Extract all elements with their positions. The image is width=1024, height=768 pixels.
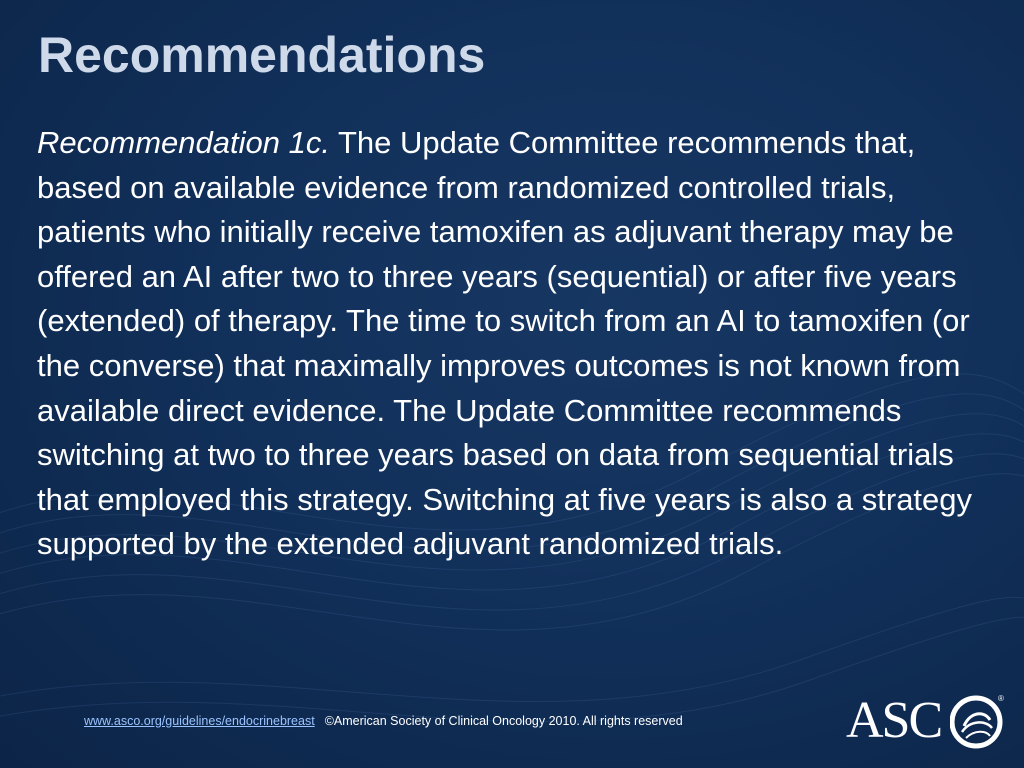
slide-title: Recommendations	[38, 27, 486, 83]
footer	[84, 714, 683, 728]
guidelines-link[interactable]: www.asco.org/guidelines/endocrinebreast	[84, 714, 315, 728]
asco-circle-logo-icon	[950, 692, 1006, 750]
recommendation-text: The Update Committee recommends that, based on available evidence from randomized controlled trials, patients who initially receive tamoxifen as adjuvant therapy may be offered an AI after two to three years (sequential) or after five years (extended) of therapy. The time to switch from an AI to tamoxifen (or the converse) that maximally improves outcomes is not known from available direct evidence. The Update Committee recommends switching at two to three years based on data from sequential trials that employed this strategy. Switching at five years is also a strategy supported by the extended adjuvant randomized trials.	[37, 125, 973, 562]
registered-mark: ®	[998, 694, 1004, 703]
recommendation-paragraph	[37, 121, 987, 567]
recommendation-label: Recommendation 1c.	[37, 125, 330, 160]
copyright-text: ©American Society of Clinical Oncology 2010. All rights reserved	[324, 714, 683, 728]
asco-logo	[846, 690, 1008, 752]
logo-text: ASC	[846, 692, 942, 749]
